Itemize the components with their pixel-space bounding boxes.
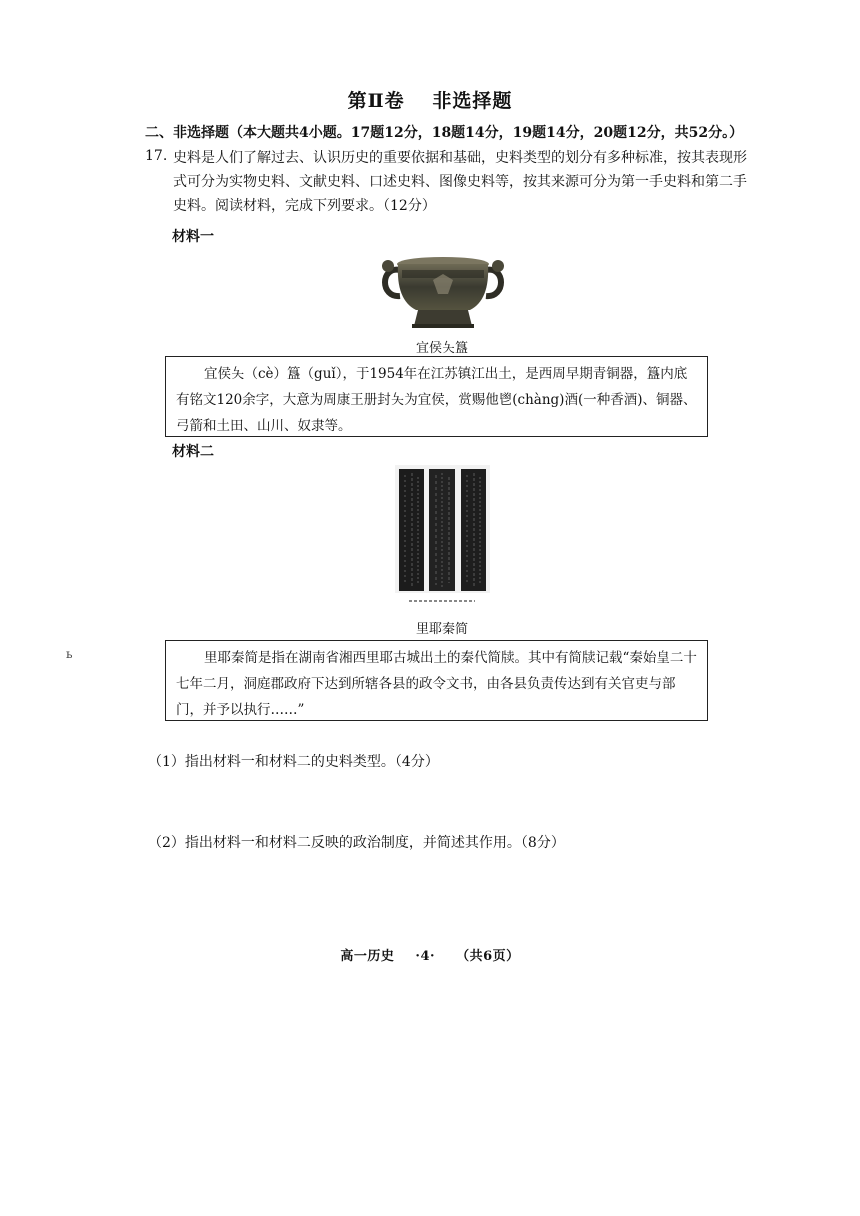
bamboo-slips-image [395, 465, 490, 607]
part-heading: 二、非选择题（本大题共4小题。17题12分，18题14分，19题14分，20题12分，共52分。） [145, 125, 744, 141]
section-title-right: 非选择题 [432, 90, 513, 112]
margin-mark: ь [66, 647, 73, 661]
footer-total: （共6页） [456, 949, 520, 964]
material-2-caption: 里耶秦简 [415, 622, 468, 637]
footer-page: ·4· [415, 949, 436, 964]
material-2-label: 材料二 [172, 444, 214, 460]
material-1-caption: 宜侯夨簋 [415, 341, 468, 356]
material-1-text: 宜侯夨（cè）簋（guǐ），于1954年在江苏镇江出土，是西周早期青铜器，簋内底有铭文120余字，大意为周康王册封夨为宜侯，赏赐他鬯(chàng)酒(一种香酒)、铜器、弓箭和土田、山川、奴隶等。 [176, 366, 697, 434]
page-footer [0, 945, 860, 964]
subquestion-1: （1）指出材料一和材料二的史料类型。（4分） [148, 754, 439, 770]
bronze-gui-vessel-image [378, 252, 508, 332]
material-1-label: 材料一 [172, 229, 214, 245]
section-title [0, 86, 860, 113]
question-17-stem: 史料是人们了解过去、认识历史的重要依据和基础，史料类型的划分有多种标准，按其表现形式可分为实物史料、文献史料、口述史料、图像史料等，按其来源可分为第一手史料和第二手史料。阅读材料，完成下列要求。（12分） [173, 150, 747, 214]
section-title-left: 第Ⅱ卷 [347, 90, 405, 112]
material-2-text: 里耶秦简是指在湖南省湘西里耶古城出土的秦代简牍。其中有简牍记载“秦始皇二十七年二月，洞庭郡政府下达到所辖各县的政令文书，由各县负责传达到有关官吏与部门，并予以执行……” [176, 650, 697, 718]
footer-subject: 高一历史 [340, 949, 395, 964]
material-1-text-box [165, 356, 708, 437]
subquestion-2: （2）指出材料一和材料二反映的政治制度，并简述其作用。（8分） [148, 835, 565, 851]
question-number: 17. [145, 148, 168, 164]
material-2-text-box [165, 640, 708, 721]
